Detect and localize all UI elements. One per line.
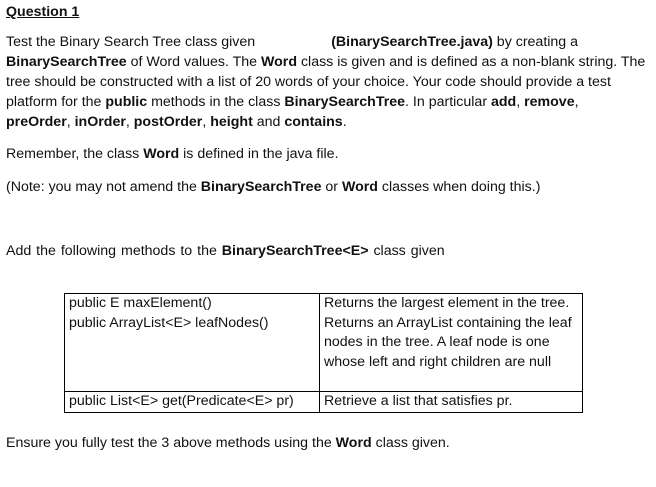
text-run: methods in the class bbox=[147, 94, 285, 110]
closing-paragraph bbox=[6, 433, 646, 453]
text-run: class given bbox=[368, 243, 445, 259]
class-name-text: BinarySearchTree bbox=[284, 94, 406, 110]
method-description: Returns an ArrayList containing the leaf nodes in the tree. A leaf node is one whose left and right children are null bbox=[324, 314, 572, 370]
class-name-text: BinarySearchTree bbox=[6, 54, 127, 70]
method-description-cell bbox=[320, 294, 583, 392]
text-run: Add the following methods to the bbox=[6, 243, 222, 259]
instructions-paragraph bbox=[6, 32, 646, 132]
method-name-text: contains bbox=[284, 114, 343, 130]
methods-table bbox=[64, 293, 583, 413]
class-name-text: BinarySearchTree<E> bbox=[221, 243, 369, 259]
table-row bbox=[65, 392, 583, 413]
method-signature-cell bbox=[65, 392, 320, 413]
table-row bbox=[65, 294, 583, 392]
task-paragraph bbox=[6, 241, 646, 261]
class-name-text: Word bbox=[335, 435, 372, 451]
text-run: Ensure you fully test the 3 above methods using the bbox=[6, 435, 336, 451]
method-name-text: add bbox=[490, 94, 517, 110]
class-name-text: BinarySearchTree bbox=[200, 179, 322, 195]
text-run: Remember, the class bbox=[6, 146, 144, 162]
text-run: , bbox=[202, 114, 211, 130]
method-name-text: postOrder bbox=[133, 114, 203, 130]
text-run: class given. bbox=[371, 435, 450, 451]
method-signature: public ArrayList<E> leafNodes() bbox=[69, 314, 269, 331]
text-run: , bbox=[125, 114, 134, 130]
filename-text: (BinarySearchTree.java) bbox=[331, 34, 493, 50]
text-run: and bbox=[252, 114, 285, 130]
text-run: , bbox=[574, 94, 579, 110]
text-run: classes when doing this.) bbox=[377, 179, 541, 195]
method-name-text: inOrder bbox=[74, 114, 126, 130]
class-name-text: Word bbox=[143, 146, 180, 162]
question-heading: Question 1 bbox=[6, 4, 80, 20]
class-name-text: Word bbox=[341, 179, 378, 195]
method-signature: public List<E> get(Predicate<E> pr) bbox=[69, 393, 294, 409]
note-paragraph bbox=[6, 177, 646, 197]
reminder-paragraph bbox=[6, 144, 646, 164]
text-run: , bbox=[516, 94, 525, 110]
text-run: or bbox=[321, 179, 342, 195]
method-name-text: remove bbox=[524, 94, 575, 110]
method-signature: public E maxElement() bbox=[69, 295, 212, 311]
text-run: . bbox=[342, 114, 347, 130]
text-run: , bbox=[66, 114, 75, 130]
text-run: by creating a bbox=[492, 34, 579, 50]
text-run: . In particular bbox=[405, 94, 491, 110]
class-name-text: Word bbox=[261, 54, 297, 70]
text-run: is defined in the java file. bbox=[179, 146, 339, 162]
text-run: Test the Binary Search Tree class given bbox=[6, 34, 256, 50]
text-run: (Note: you may not amend the bbox=[6, 179, 201, 195]
keyword-text: public bbox=[105, 94, 148, 110]
method-description-cell bbox=[320, 392, 583, 413]
text-run: of Word values. The bbox=[126, 54, 261, 70]
method-name-text: preOrder bbox=[6, 114, 67, 130]
method-signature-cell bbox=[65, 294, 320, 392]
method-description: Returns the largest element in the tree. bbox=[324, 295, 570, 311]
text-run: class is given and is defined as a non-blank string. The tree should be constructed with a list of 20 words of your choice. Your code should provide a test platform for the bbox=[6, 54, 646, 110]
method-name-text: height bbox=[210, 114, 253, 130]
method-description: Retrieve a list that satisfies pr. bbox=[324, 393, 513, 409]
